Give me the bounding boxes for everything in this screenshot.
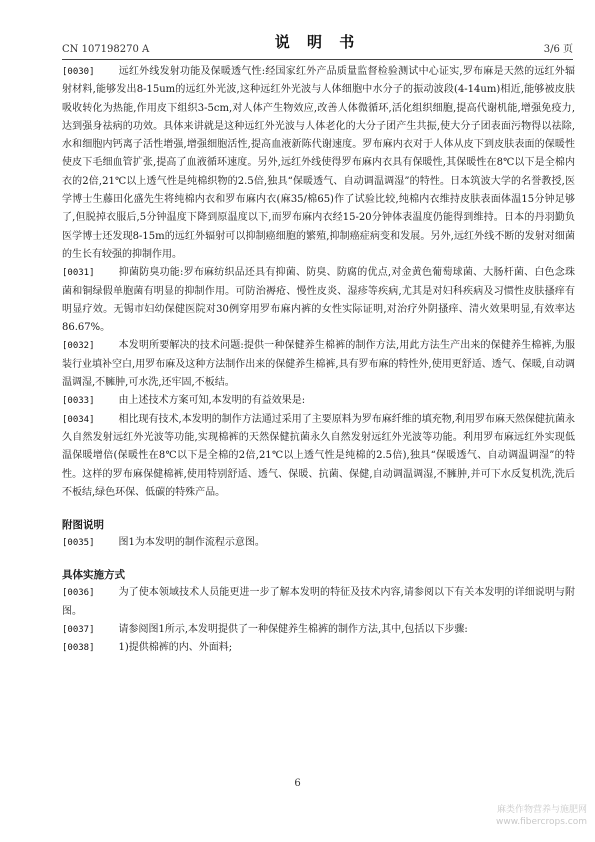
page-header [62,33,573,56]
page-number: 6 [294,778,301,789]
paragraph-text: 远红外线发射功能及保暖透气性:经国家红外产品质量监督检验测试中心证实,罗布麻是天然的远红外辐射材料,能够发出8-15um的远红外光波,这种远红外光波与人体细胞中水分子的振动波段(4-14um)相近,能够被皮肤吸收转化为热能,作用皮下组织3-5cm,对人体产生物效应,改善人体微循环,活化组织细胞,提高代谢机能,增强免疫力,达到强身祛病的功效。具体来讲就是这种远红外光波与人体老化的大分子团产生共振,使大分子团表面污物得以祛除,水和细胞内钙离子活性增强,增强细胞活性,提高血液新陈代谢速度。罗布麻内衣对于人体从皮下到皮肤表面的保暖性使皮下毛细血管扩张,提高了血液循环速度。另外,远红外线使得罗布麻内衣具有保暖性,其保暖性在8℃以下是全棉内衣的2倍,21℃以上透气性是纯棉织物的2.5倍,独具“保暖透气、自动调温调湿”的特性。日本筑波大学的名誉教授,医学博士生藤田化盛先生将纯棉内衣和罗布麻内衣(麻35/棉65)作了试验比较,纯棉内衣维持皮肤表面体温15分钟足够了,但脱掉衣服后,5分钟温度下降到原温度以下,而罗布麻内衣经15-20分钟体表温度仍能得到维持。日本的丹羽勤负医学博士还发现8-15m的远红外辐射可以抑制癌细胞的繁殖,抑制癌症病变和发展。另外,远红外线不断的发射对细菌的生长有较强的抑制作用。 [62,66,575,260]
paragraph-0032 [62,337,575,392]
paragraph-number: [0037] [62,625,95,636]
paragraph-text: 由上述技术方案可知,本发明的有益效果是: [118,395,306,407]
header-divider [62,59,573,60]
section-heading-embodiment: 具体实施方式 [62,569,125,582]
document-number: CN 107198270 A [62,44,150,55]
paragraph-0038 [62,639,575,657]
paragraph-number: [0030] [62,67,95,77]
paragraph-number: [0035] [62,538,95,549]
paragraph-number: [0038] [62,643,95,654]
paragraph-number: [0034] [62,414,95,425]
paragraph-0036 [62,584,575,621]
paragraph-0035 [62,534,575,552]
paragraph-0033 [62,392,575,410]
paragraph-0030 [62,63,575,264]
page-info: 3/6 页 [543,44,573,55]
paragraph-text: 1)提供棉裤的内、外面料; [118,642,233,654]
paragraph-0034 [62,411,575,502]
paragraph-0037 [62,621,575,639]
paragraph-text: 抑菌防臭功能:罗布麻纺织品还具有抑菌、防臭、防腐的优点,对金黄色葡萄球菌、大肠杆菌、白色念珠菌和铜绿假单胞菌有明显的抑制作用。可防治褥疮、慢性皮炎、湿疹等疾病,尤其是对妇科疾病及习惯性皮肤搔痒有明显疗效。无锡市妇幼保健医院对30例穿用罗布麻内裤的女性实际证明,对治疗外阴搔痒、清火效果明显,有效率达86.67%。 [62,267,575,334]
paragraph-number: [0036] [62,588,95,599]
section-heading-figures: 附图说明 [62,519,104,532]
paragraph-0031 [62,264,575,337]
paragraph-text: 为了使本领域技术人员能更进一步了解本发明的特征及技术内容,请参阅以下有关本发明的详细说明与附图。 [62,587,575,617]
paragraph-number: [0033] [62,396,95,407]
paragraph-text: 本发明所要解决的技术问题:提供一种保健养生棉裤的制作方法,用此方法生产出来的保健养生棉裤,为服装行业填补空白,用罗布麻及这种方法制作出来的保健养生棉裤,具有罗布麻的特性外,使用更舒适、透气、保暖,自动调温调湿,不臃肿,可水洗,还牢固,不板结。 [62,340,575,389]
watermark-url: www.fibercrops.com [496,817,587,827]
paragraph-text: 图1为本发明的制作流程示意图。 [118,537,265,549]
watermark [496,804,587,828]
paragraph-number: [0032] [62,341,95,352]
paragraph-text: 请参阅图1所示,本发明提供了一种保健养生棉裤的制作方法,其中,包括以下步骤: [118,624,468,636]
paragraph-number: [0031] [62,268,95,279]
document-title: 说 明 书 [274,33,361,51]
document-body [62,63,575,658]
paragraph-text: 相比现有技术,本发明的制作方法通过采用了主要原料为罗布麻纤维的填充物,利用罗布麻天然保健抗菌永久自然发射远红外光波等功能,实现棉裤的天然保健抗菌永久自然发射远红外光波等功能。利用罗布麻远红外实现低温保暖增倍(保暖性在8℃以下是全棉的2倍,21℃以上透气性是纯棉的2.5倍),独具“保暖透气、自动调温调湿”的特性。这样的罗布麻保健棉裤,使用特别舒适、透气、保暖、抗菌、保健,自动调温调湿,不臃肿,并可下水反复机洗,洗后不板结,绿色环保、低碳的特殊产品。 [62,413,575,498]
watermark-site-name: 麻类作物营养与施肥网 [496,805,587,815]
